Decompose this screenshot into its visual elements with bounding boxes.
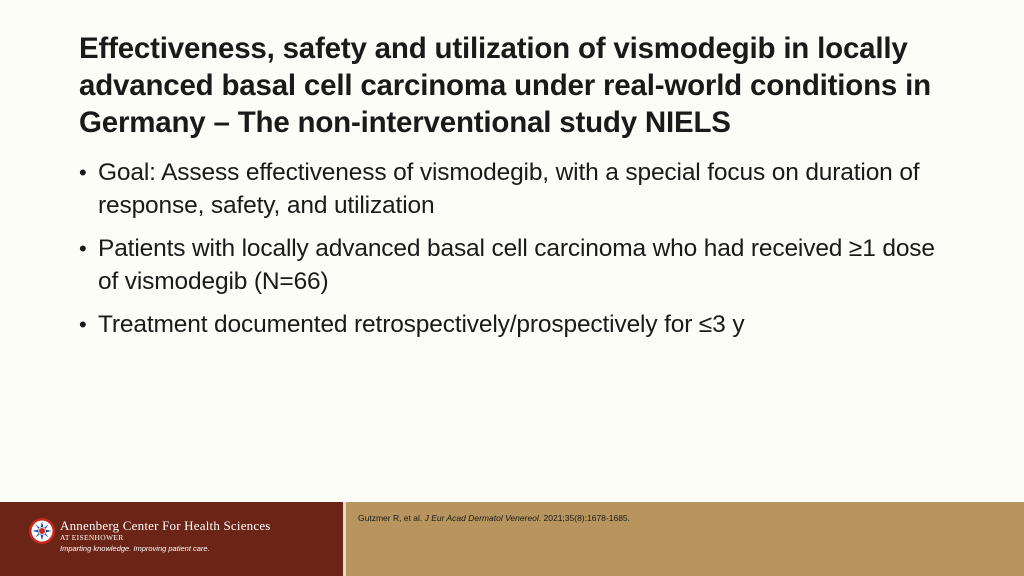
bullet-text: Patients with locally advanced basal cell carcinoma who had received ≥1 dose of vismodegib (N=66) (98, 235, 935, 295)
footer-logo-panel (0, 502, 343, 576)
logo-tagline: Imparting knowledge. Improving patient care. (60, 544, 210, 553)
footer-bar (0, 502, 1024, 576)
citation (358, 513, 630, 523)
footer-citation-panel (346, 502, 1024, 576)
citation-journal: J Eur Acad Dermatol Venereol (424, 513, 539, 523)
bullet-item-treatment (79, 308, 959, 341)
bullet-list (79, 156, 959, 351)
logo-name: Annenberg Center For Health Sciences (60, 518, 271, 533)
bullet-dot: • (79, 160, 87, 185)
bullet-text: Goal: Assess effectiveness of vismodegib, with a special focus on duration of response, safety, and utilization (98, 159, 920, 219)
citation-authors: Gutzmer R, et al. (358, 513, 425, 523)
bullet-dot: • (79, 312, 87, 337)
bullet-item-goal (79, 156, 959, 222)
bullet-dot: • (79, 236, 87, 261)
citation-details: . 2021;35(8):1678-1685. (538, 513, 631, 523)
bullet-text: Treatment documented retrospectively/prospectively for ≤3 y (98, 311, 745, 338)
slide-title: Effectiveness, safety and utilization of vismodegib in locally advanced basal cell carcinoma under real-world conditions in Germany – The non-interventional study NIELS (79, 32, 931, 139)
bullet-item-patients (79, 232, 959, 298)
logo-subtitle: AT EISENHOWER (60, 533, 124, 542)
star-seal-icon (28, 517, 56, 545)
